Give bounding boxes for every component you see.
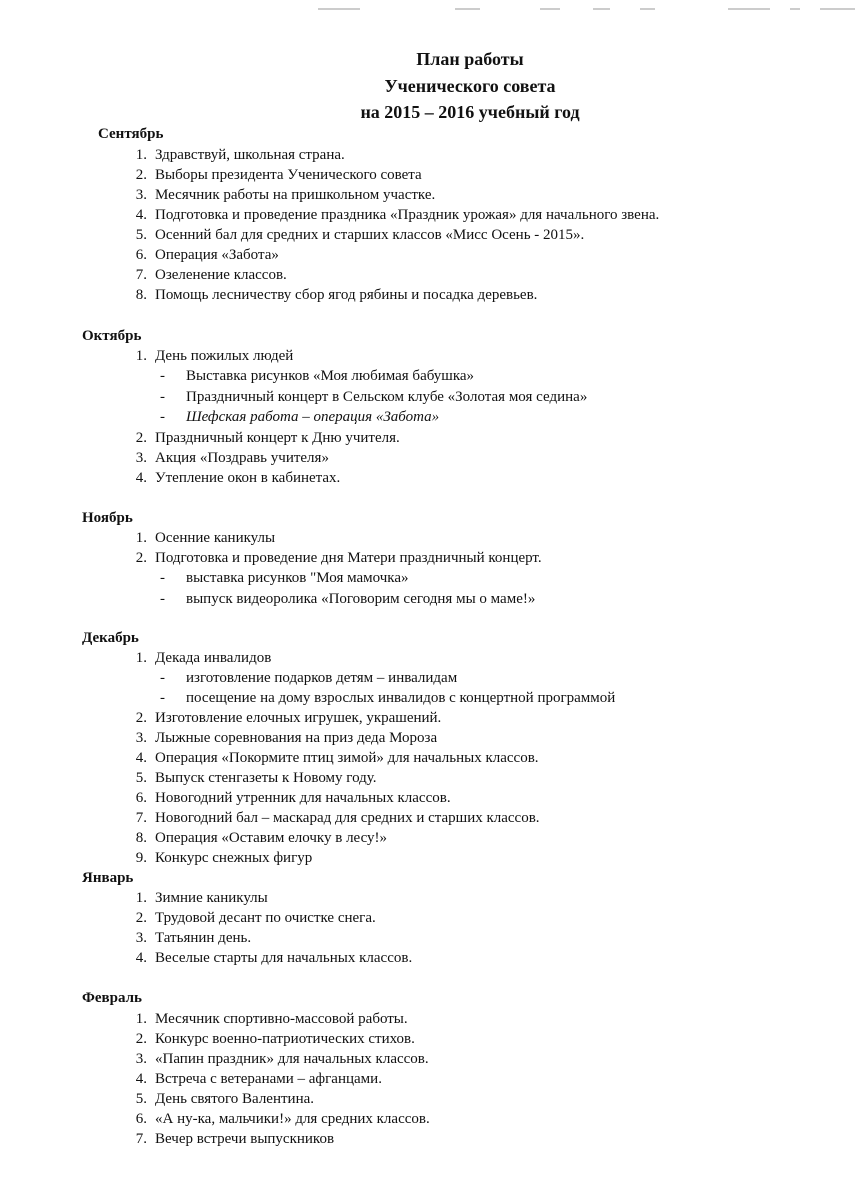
doc-title-line-2: Ученического совета [384,76,556,96]
month-heading-february: Февраль [82,990,142,1006]
month-heading-november: Ноябрь [82,510,133,526]
doc-title-line-3: на 2015 – 2016 учебный год [360,102,580,122]
month-heading-october: Октябрь [82,328,142,344]
scan-artifacts [0,0,859,14]
month-heading-december: Декабрь [82,630,139,646]
month-heading-january: Январь [82,870,134,886]
doc-title-line-1: План работы [416,49,524,69]
month-heading-september: Сентябрь [98,126,164,142]
document-page: План работы Ученического совета на 2015 – 2016 учебный год Сентябрь 1. Здравствуй, школьная страна. 2. Выборы президента Ученического совета 3. Месячник работы на пришкольном участке. 4. Подготовка и проведение праздника «Праздник урожая» для начального звена. 5. Осенний бал для средних и старших классов «Мисс Осень - 2015». 6. Операция «Забота» 7. Озеленение классов. 8. Помощь лесничеству сбор ягод рябины и посадка деревьев. Октябрь 1. День пожилых людей - Выставка рисунков «Моя любимая бабушка» - Праздничный концерт в Сельском клубе «Золотая моя седина» - Шефская работа – операция «Забота» 2. Праздничный концерт к Дню учителя. 3. Акция «Поздравь учителя» 4. Утепление окон в кабинетах. Ноябрь 1. Осенние каникулы 2. Подготовка и проведение дня Матери праздничный концерт. - выставка рисунков "Моя мамочка» - выпуск видеоролика «Поговорим сегодня мы о маме!» Декабрь 1. Декада инвалидов - изготовление подарков детям – инвалидам - посещение на дому взрослых инвалидов с концертной программой 2. Изготовление елочных игрушек, украшений. 3. Лыжные соревнования на приз деда Мороза 4. Операция «Покормите птиц зимой» для начальных классов. 5. Выпуск стенгазеты к Новому году. 6. Новогодний утренник для начальных классов. 7. Новогодний бал – маскарад для средних и старших классов. 8. Операция «Оставим елочку в лесу!» 9. Конкурс снежных фигур Январь 1. Зимние каникулы 2. Трудовой десант по очистке снега. 3. Татьянин день. 4. Веселые старты для начальных классов. Февраль 1. Месячник спортивно-массовой работы. 2. Конкурс военно-патриотических стихов. 3. «Папин праздник» для начальных классов. 4. Встреча с ветеранами – афганцами. 5. День святого Валентина. 6. «А ну-ка, мальчики!» для средних классов. 7. Вечер встречи выпускников [0,0,859,1200]
